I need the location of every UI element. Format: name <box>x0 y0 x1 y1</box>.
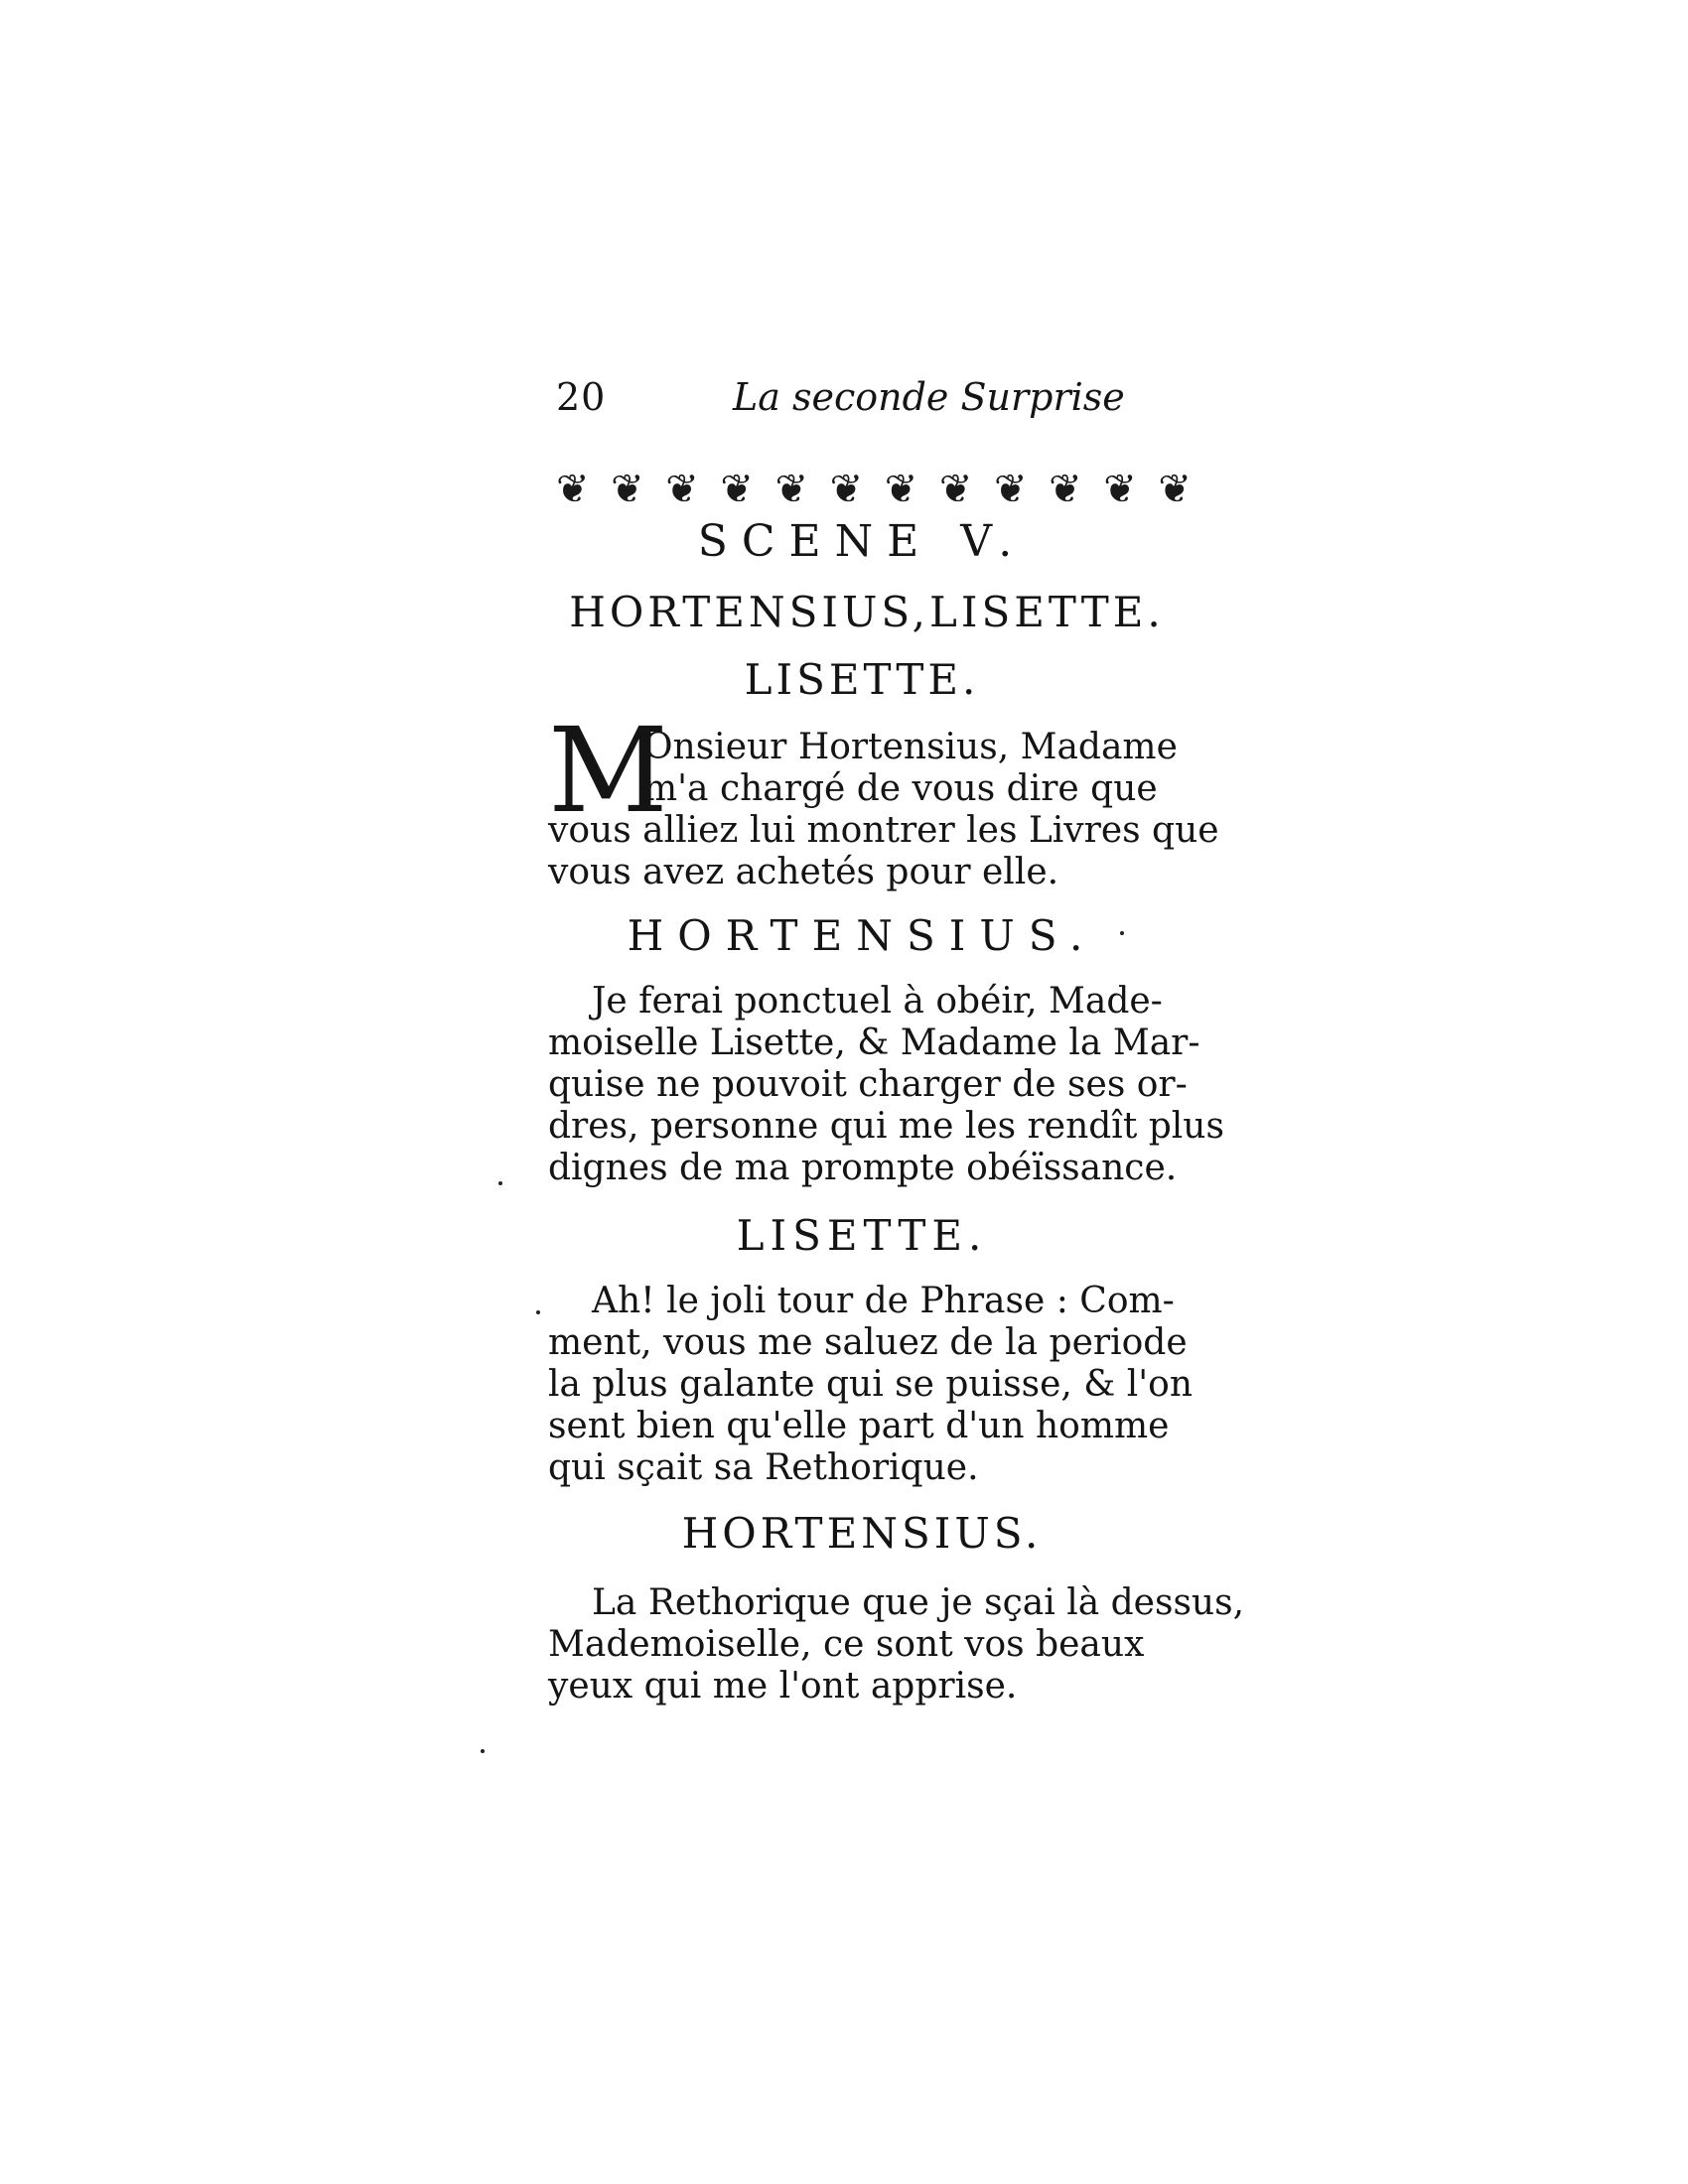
speech-line: dignes de ma prompte obéïssance. <box>548 1148 1178 1188</box>
fleuron-ornament: ❦ <box>774 467 809 512</box>
speech-line: Onsieur Hortensius, Madame <box>643 727 1178 767</box>
running-head <box>544 375 1180 435</box>
scene-title: SCENE V. <box>697 516 1027 567</box>
fleuron-ornament: ❦ <box>665 467 699 512</box>
fleuron-ornament: ❦ <box>884 467 918 512</box>
speech-line: la plus galante qui se puisse, & l'on <box>548 1364 1194 1405</box>
speech-line: Je ferai ponctuel à obéir, Made- <box>592 981 1163 1022</box>
speaker-name: LISETTE. <box>744 655 980 704</box>
speech-line: quise ne pouvoit charger de ses or- <box>548 1064 1188 1105</box>
speaker-name: LISETTE. <box>736 1211 988 1260</box>
speech-text <box>548 1582 1245 1707</box>
fleuron-ornament: ❦ <box>994 467 1028 512</box>
running-title: La seconde Surprise <box>733 375 1125 419</box>
print-speck <box>498 1181 502 1185</box>
page-number: 20 <box>556 375 607 419</box>
fleuron-ornament: ❦ <box>1049 467 1082 512</box>
fleuron-ornament: ❦ <box>938 467 973 512</box>
speech-line: dres, personne qui me les rendît plus <box>548 1106 1224 1147</box>
speech-line: sent bien qu'elle part d'un homme <box>548 1406 1170 1446</box>
fleuron-ornament: ❦ <box>1103 467 1137 512</box>
speech-line: yeux qui me l'ont apprise. <box>548 1666 1018 1706</box>
speech-text <box>548 981 1224 1189</box>
speaker-name: HORTENSIUS. <box>681 1509 1043 1558</box>
speech-line: vous alliez lui montrer les Livres que <box>548 810 1219 851</box>
speech-line: Mademoiselle, ce sont vos beaux <box>548 1624 1145 1665</box>
speech-line: vous avez achetés pour elle. <box>548 852 1059 892</box>
speech-line: moiselle Lisette, & Madame la Mar- <box>548 1023 1200 1063</box>
fleuron-ornament: ❦ <box>720 467 754 512</box>
speech-line: Ah! le joli tour de Phrase : Com- <box>592 1281 1175 1321</box>
speech-text <box>548 1281 1194 1489</box>
speech-line: m'a chargé de vous dire que <box>643 768 1158 809</box>
fleuron-ornament: ❦ <box>829 467 864 512</box>
fleuron-ornament: ❦ <box>556 467 590 512</box>
fleuron-ornament: ❦ <box>1158 467 1192 512</box>
speech-text <box>548 727 1219 893</box>
speaker-name: HORTENSIUS. <box>627 911 1097 960</box>
print-speck <box>1120 931 1124 935</box>
speech-line: qui sçait sa Rethorique. <box>548 1447 979 1488</box>
speech-line: ment, vous me saluez de la periode <box>548 1322 1188 1363</box>
fleuron-ornament: ❦ <box>611 467 644 512</box>
speech-line: La Rethorique que je sçai là dessus, <box>592 1582 1245 1623</box>
ornamental-border <box>556 467 1192 512</box>
scene-characters: HORTENSIUS,LISETTE. <box>569 588 1165 636</box>
print-speck <box>481 1749 485 1753</box>
print-speck <box>536 1310 540 1314</box>
drop-cap: M <box>548 702 668 839</box>
